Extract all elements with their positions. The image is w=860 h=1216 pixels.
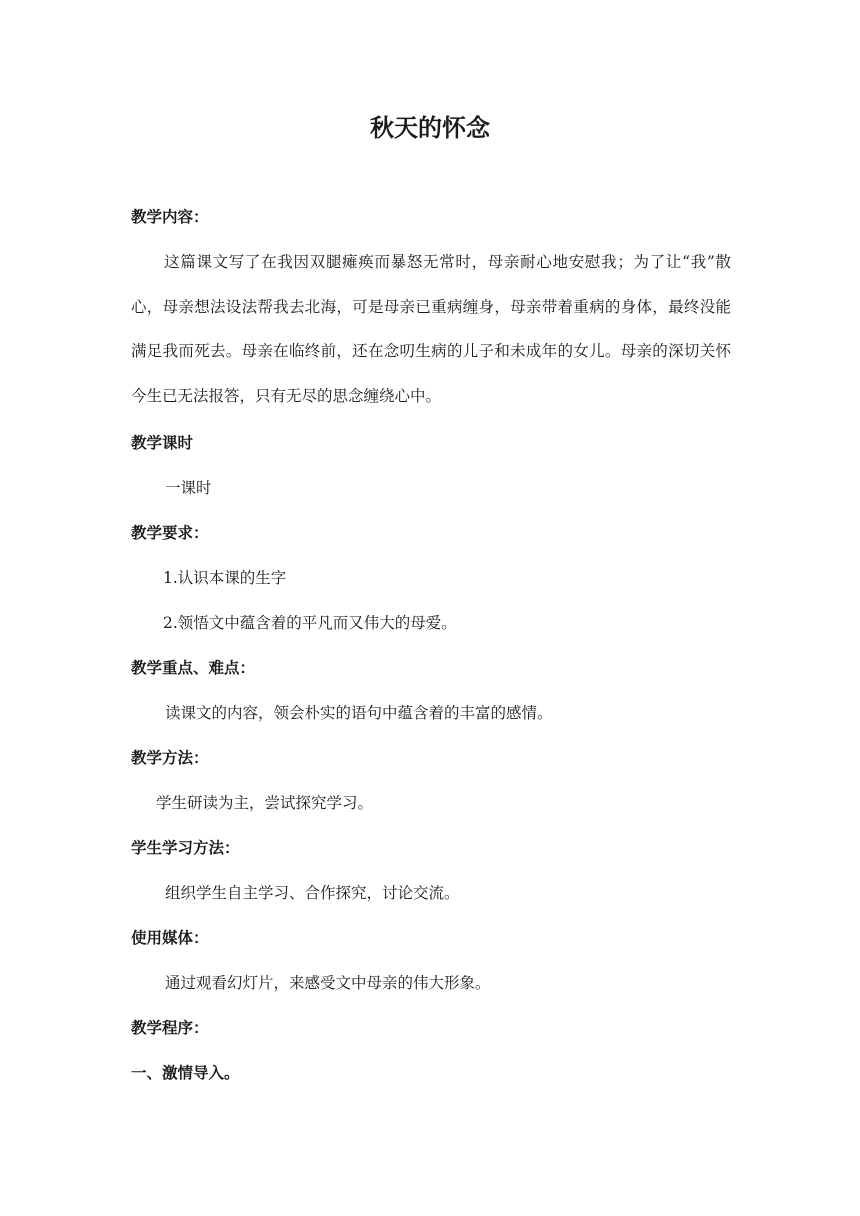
- focus-text: 读课文的内容，领会朴实的语句中蕴含着的丰富的感情。: [165, 704, 553, 722]
- requirement-item-1: 1.认识本课的生字: [163, 569, 287, 587]
- student-method-text: 组织学生自主学习、合作探究，讨论交流。: [165, 884, 460, 902]
- requirement-item-2: 2.领悟文中蕴含着的平凡而又伟大的母爱。: [163, 614, 457, 632]
- method-text: 学生研读为主，尝试探究学习。: [156, 794, 374, 812]
- requirements-heading: 教学要求：: [131, 524, 209, 542]
- document-title: 秋天的怀念: [370, 114, 490, 142]
- hours-text: 一课时: [165, 479, 212, 497]
- media-text: 通过观看幻灯片，来感受文中母亲的伟大形象。: [165, 974, 491, 992]
- student-method-heading: 学生学习方法：: [131, 839, 240, 857]
- focus-heading: 教学重点、难点：: [131, 659, 256, 677]
- method-heading: 教学方法：: [131, 749, 209, 767]
- content-heading: 教学内容：: [131, 208, 209, 226]
- procedure-heading: 教学程序：: [131, 1019, 209, 1037]
- content-paragraph: 这篇课文写了在我因双腿瘫痪而暴怒无常时，母亲耐心地安慰我；为了让“我”散心，母亲想法设法帮我去北海，可是母亲已重病缠身，母亲带着重病的身体，最终没能满足我而死去。母亲在临终前，还在念叨生病的儿子和未成年的女儿。母亲的深切关怀今生已无法报答，只有无尽的思念缠绕心中。: [131, 253, 731, 405]
- hours-heading: 教学课时: [131, 434, 194, 452]
- step-1-heading: 一、激情导入。: [131, 1064, 240, 1082]
- media-heading: 使用媒体：: [131, 929, 209, 947]
